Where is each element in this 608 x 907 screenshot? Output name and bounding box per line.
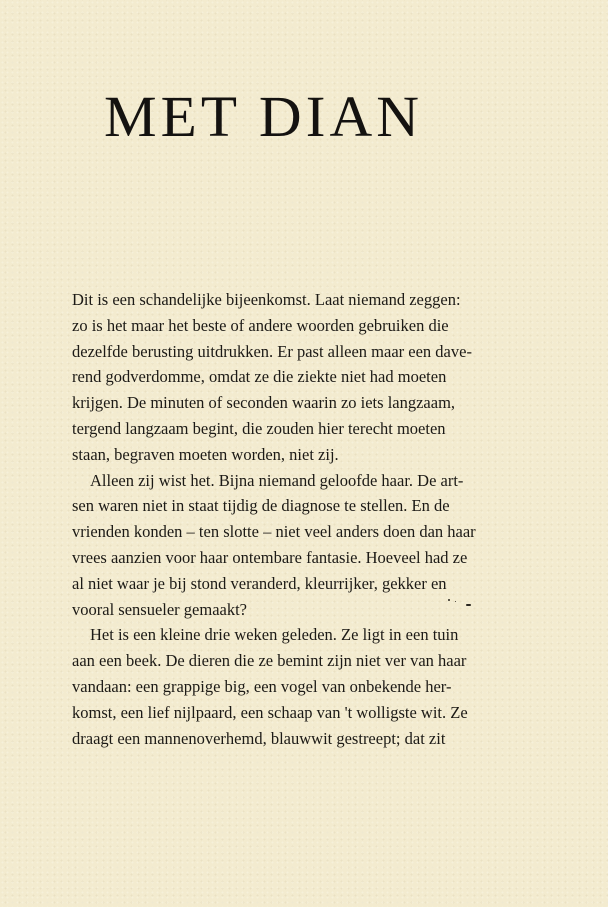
text-line: aan een beek. De dieren die ze bemint zijn niet ver van haar (72, 651, 467, 671)
text-line: vandaan: een grappige big, een vogel van onbekende her- (72, 676, 452, 696)
text-line: staan, begraven moeten worden, niet zij. (72, 444, 339, 464)
text-line: vrienden konden – ten slotte – niet veel anders doen dan haar (72, 522, 476, 542)
ink-speck-mark (446, 598, 474, 608)
text-line: zo is het maar het beste of andere woorden gebruiken die (72, 315, 449, 335)
paragraph-1 (72, 287, 492, 468)
paragraph-3 (72, 622, 492, 751)
text-line: al niet waar je bij stond veranderd, kleurrijker, gekker en (72, 573, 447, 593)
text-line: draagt een mannenoverhemd, blauwwit gestreept; dat zit (72, 728, 446, 748)
text-line: krijgen. De minuten of seconden waarin zo iets langzaam, (72, 393, 456, 413)
body-text (72, 287, 492, 751)
text-line: tergend langzaam begint, die zouden hier terecht moeten (72, 418, 446, 438)
text-line: dezelfde berusting uitdrukken. Er past alleen maar een dave- (72, 341, 472, 361)
chapter-title: MET DIAN (104, 84, 424, 149)
text-line: Dit is een schandelijke bijeenkomst. Laat niemand zeggen: (72, 290, 461, 309)
text-line: sen waren niet in staat tijdig de diagnose te stellen. En de (72, 496, 450, 516)
text-line: vooral sensueler gemaakt? (72, 599, 248, 619)
text-line: vrees aanzien voor haar ontembare fantasie. Hoeveel had ze (72, 547, 468, 567)
paragraph-2 (72, 468, 492, 623)
text-line: rend godverdomme, omdat ze die ziekte niet had moeten (72, 367, 447, 387)
text-line: komst, een lief nijlpaard, een schaap van 't wolligste wit. Ze (72, 702, 468, 722)
text-line: Alleen zij wist het. Bijna niemand geloofde haar. De art- (90, 470, 464, 490)
text-line: Het is een kleine drie weken geleden. Ze ligt in een tuin (90, 625, 459, 645)
